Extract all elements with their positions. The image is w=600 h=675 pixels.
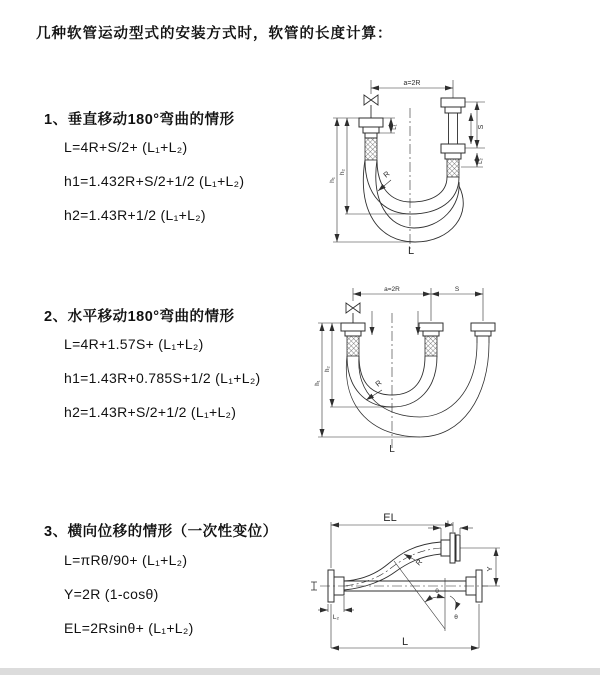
label-l: L	[401, 636, 409, 648]
section-2-formulas	[64, 327, 261, 429]
label-h2: h₂	[339, 168, 346, 176]
diagram-horizontal-180-bend	[308, 283, 598, 458]
radius-leader	[366, 390, 382, 400]
section-1-formulas	[64, 130, 244, 232]
label-theta: θ	[454, 614, 458, 621]
dim-h1	[333, 118, 415, 242]
right-pipe-fitting	[441, 98, 465, 177]
radius-leader	[404, 554, 415, 560]
label-a2r: a=2R	[403, 80, 421, 87]
formula-line: L=4R+1.57S+ (L₁+L₂)	[64, 336, 204, 352]
section-3-formulas	[64, 543, 194, 645]
left-pipe-fitting	[341, 323, 365, 356]
braided-hose-section	[425, 336, 437, 356]
formula-line: h1=1.432R+S/2+1/2 (L₁+L₂)	[64, 173, 245, 189]
label-a2r: a=2R	[384, 286, 400, 293]
label-r: R	[413, 557, 425, 568]
page-bottom-strip	[0, 668, 600, 675]
label-y: Y	[485, 566, 494, 572]
formula-line: EL=2Rsinθ+ (L₁+L₂)	[64, 620, 194, 636]
label-l2: L₂	[478, 158, 484, 164]
braided-hose-section	[347, 336, 359, 356]
label-l: L	[389, 444, 395, 455]
label-s: S	[454, 286, 460, 293]
page-title: 几种软管运动型式的安装方式时，软管的长度计算：	[36, 26, 393, 42]
diagram-lateral-displacement	[298, 498, 598, 673]
right-pipe-fitting	[471, 323, 495, 343]
label-theta: θ	[435, 588, 439, 595]
braided-hose-section	[447, 159, 459, 177]
label-l1: L₁	[392, 124, 398, 130]
label-l: L	[407, 245, 415, 257]
section-1-heading: 1、垂直移动180°弯曲的情形	[44, 112, 235, 128]
dim-l2	[318, 596, 354, 612]
centerline-mark	[311, 582, 317, 590]
middle-pipe-fitting	[419, 323, 443, 356]
label-h1: h₁	[315, 380, 321, 386]
formula-line: h2=1.43R+S/2+1/2 (L₁+L₂)	[64, 404, 237, 420]
label-h1: h₁	[329, 177, 336, 183]
valve-icon	[346, 303, 360, 323]
label-r: R	[373, 378, 384, 389]
label-el: EL	[383, 512, 397, 524]
formula-line: Y=2R (1-cosθ)	[64, 586, 159, 602]
fitting-leader-arrows	[372, 311, 418, 335]
formula-line: L=πRθ/90+ (L₁+L₂)	[64, 552, 188, 568]
label-h2: h₂	[325, 366, 331, 372]
section-2-heading: 2、水平移动180°弯曲的情形	[44, 309, 235, 325]
label-l2: L₂	[332, 614, 340, 621]
formula-line: h1=1.43R+0.785S+1/2 (L₁+L₂)	[64, 370, 261, 386]
left-pipe-fitting	[359, 118, 383, 160]
formula-line: L=4R+S/2+ (L₁+L₂)	[64, 139, 188, 155]
hose-u-position-2	[346, 343, 489, 437]
valve-icon	[364, 95, 378, 118]
angle-construction	[394, 561, 456, 631]
dim-h1	[318, 323, 420, 437]
hose-displaced-position	[344, 542, 441, 590]
braided-hose-section	[365, 138, 377, 160]
label-s: S	[478, 124, 485, 130]
label-r: R	[381, 169, 392, 180]
diagram-vertical-180-bend	[315, 72, 595, 257]
upper-flange	[441, 533, 460, 563]
formula-line: h2=1.43R+1/2 (L₁+L₂)	[64, 207, 206, 223]
label-l1: L₁	[447, 520, 453, 527]
section-3-heading: 3、横向位移的情形（一次性变位）	[44, 524, 278, 540]
